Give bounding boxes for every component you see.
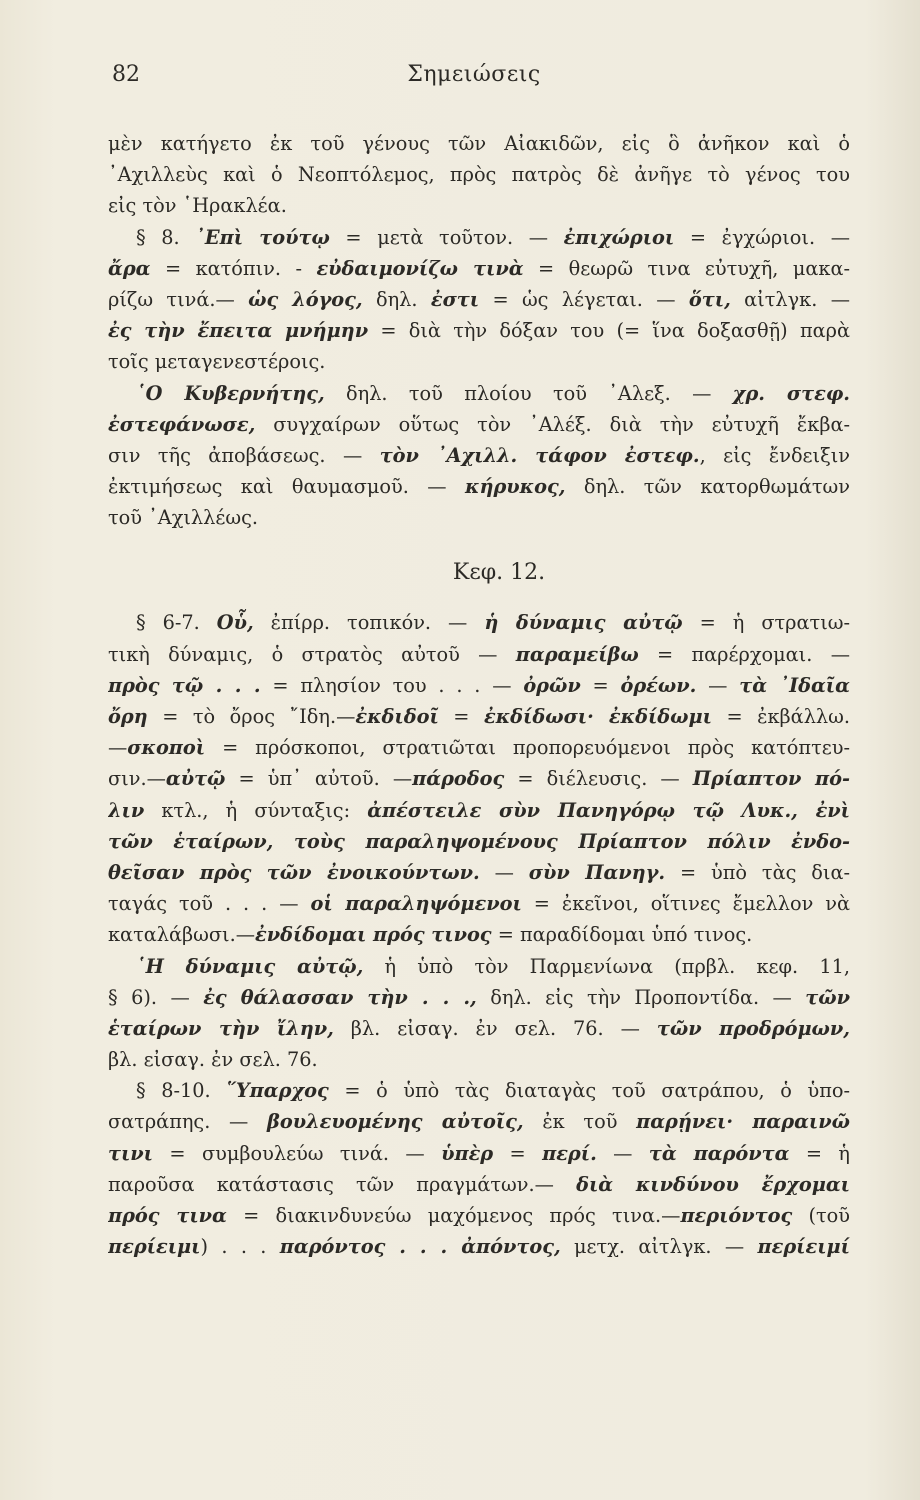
text-line — [108, 607, 850, 638]
term-bold-italic: ἐς θάλασσαν τὴν . . ., — [203, 985, 477, 1009]
term-bold-italic: εὐδαιμονίζω τινὰ — [316, 256, 524, 280]
text-line — [108, 159, 850, 190]
term-bold-italic: παραμείβω — [515, 642, 639, 666]
term-bold-italic: ἡ δύναμις αὐτῷ — [484, 611, 683, 635]
text-line — [108, 190, 850, 221]
text-segment: = παραδίδομαι ὑπό τινος. — [491, 923, 753, 947]
text-segment: = — [438, 705, 484, 728]
term-bold-italic: ἐς τὴν ἔπειτα μνήμην — [108, 319, 369, 343]
text-line — [108, 763, 850, 794]
text-line — [108, 1200, 850, 1231]
text-segment: συγχαίρων οὕτως τὸν ᾿Αλέξ. διὰ τὴν εὐτυχῆ ἔκβα- — [255, 412, 850, 436]
text-segment: ἐπίρρ. τοπικόν. — — [253, 611, 485, 635]
term-bold-italic: διὰ κινδύνου ἔρχομαι — [576, 1172, 850, 1196]
term-bold-italic: σκοποὶ — [127, 736, 206, 760]
text-segment: , εἰς ἔνδειξιν — [699, 443, 850, 467]
text-line — [108, 1169, 850, 1200]
term-bold-italic: ἐστι — [430, 287, 480, 311]
text-line — [108, 409, 850, 440]
term-bold-italic: τὰ ᾿Ιδαῖα — [739, 673, 850, 697]
text-segment: § 8-10. — [136, 1079, 227, 1103]
text-segment: βλ. εἰσαγ. ἐν σελ. 76. — [108, 1048, 318, 1072]
text-line — [108, 502, 850, 533]
text-line — [108, 284, 850, 315]
term-bold-italic: ἐπιχώριοι — [563, 225, 675, 249]
term-bold-italic: περίειμι — [108, 1235, 201, 1259]
term-bold-italic: πρός τινα — [108, 1204, 227, 1227]
text-line — [108, 1013, 850, 1044]
term-bold-italic: ὀρέων. — [620, 673, 697, 697]
text-line — [108, 1231, 850, 1262]
text-line — [108, 471, 850, 502]
text-segment: (τοῦ — [792, 1204, 850, 1227]
text-segment: Κεφ. 12. — [452, 560, 546, 586]
term-bold-italic: τῶν ἑταίρων, τοὺς παραληψομένους Πρίαπτον πόλιν ἐνδο- — [108, 829, 850, 853]
term-bold-italic: λιν — [108, 798, 145, 822]
term-bold-italic: ῞Υπαρχος — [226, 1079, 329, 1103]
term-bold-italic: ὡς λόγος, — [248, 287, 363, 311]
term-bold-italic: Πρίαπτον πό- — [692, 767, 850, 791]
text-line — [108, 1044, 850, 1075]
text-segment: αἰτλγκ. — — [730, 287, 850, 311]
text-line — [108, 888, 850, 919]
term-bold-italic: ἐστεφάνωσε, — [108, 412, 256, 436]
term-bold-italic: παρόντος . . . ἀπόντος, — [279, 1235, 561, 1259]
term-bold-italic: ἄρα — [108, 256, 151, 280]
term-bold-italic: ὑπὲρ — [441, 1141, 494, 1165]
text-segment: ) . . . — [200, 1235, 280, 1259]
term-bold-italic: περίειμί — [757, 1235, 850, 1259]
text-line — [108, 639, 850, 670]
term-bold-italic: ὀρῶν — [523, 673, 581, 697]
text-line — [108, 1138, 850, 1169]
term-bold-italic: παρῄνει· παραινῶ — [636, 1110, 850, 1134]
text-segment: σιν.— — [108, 767, 166, 791]
term-bold-italic: πρὸς τῷ . . . — [108, 673, 261, 697]
text-segment: = συμβουλεύω τινά. — — [153, 1141, 442, 1165]
text-segment: δηλ. — [362, 287, 431, 311]
text-line — [108, 378, 850, 409]
text-segment: βλ. εἰσαγ. ἐν σελ. 76. — — [333, 1016, 657, 1040]
text-segment: = ὁ ὑπὸ τὰς διαταγὰς τοῦ σατράπου, ὁ ὑπο- — [328, 1079, 850, 1103]
text-segment: § 8. — [136, 225, 196, 249]
term-bold-italic: πάροδος — [412, 767, 505, 791]
text-line — [108, 346, 850, 377]
text-line — [108, 222, 850, 253]
term-bold-italic: ῾Ο Κυβερνήτης, — [136, 381, 325, 405]
term-bold-italic: Οὗ, — [216, 611, 254, 635]
text-segment: = πλησίον του . . . — — [260, 673, 524, 697]
text-segment: μὲν κατήγετο ἐκ τοῦ γένους τῶν Αἰακιδῶν, εἰς ὃ ἀνῆκον καὶ ὁ — [108, 132, 850, 155]
text-segment: = κατόπιν. - — [150, 256, 317, 280]
text-segment: τοῖς μεταγενεστέροις. — [108, 350, 326, 374]
text-segment: = — [493, 1141, 543, 1165]
text-segment: = διὰ τὴν δόξαν του (= ἵνα δοξασθῇ) παρὰ — [368, 319, 850, 343]
chapter-heading — [108, 533, 850, 607]
text-segment: — — [108, 736, 128, 760]
term-bold-italic: ὅτι, — [688, 287, 731, 311]
text-line — [108, 919, 850, 950]
term-bold-italic: τῶν — [805, 985, 850, 1009]
text-line — [108, 670, 850, 701]
text-segment: = ἐκεῖνοι, οἵτινες ἔμελλον νὰ — [521, 892, 850, 916]
term-bold-italic: ὄρη — [108, 705, 148, 728]
text-segment: σατράπης. — — [108, 1110, 268, 1134]
text-segment: δηλ. τοῦ πλοίου τοῦ ᾿Αλεξ. — — [324, 381, 733, 405]
text-segment: = τὸ ὄρος ῎Ιδη.— — [147, 705, 356, 728]
text-segment: — — [479, 860, 529, 884]
running-title: Σημειώσεις — [407, 62, 541, 87]
text-segment: = ἐγχώριοι. — — [674, 225, 850, 249]
text-segment: = — [580, 673, 621, 697]
text-line — [108, 128, 850, 159]
text-segment: ταγάς τοῦ . . . — — [108, 892, 311, 916]
term-bold-italic: ῾Η δύναμις αὐτῷ, — [136, 954, 364, 978]
term-bold-italic: ἀπέστειλε σὺν Πανηγόρῳ τῷ Λυκ., ἐνὶ — [367, 798, 850, 822]
term-bold-italic: ἑταίρων τὴν ἴλην, — [108, 1016, 334, 1040]
term-bold-italic: χρ. στεφ. — [732, 381, 850, 405]
text-segment: καταλάβωσι.— — [108, 923, 256, 947]
text-segment: § 6). — — [108, 985, 204, 1009]
text-line — [108, 732, 850, 763]
text-segment: = διακινδυνεύω μαχόμενος πρός τινα.— — [226, 1204, 681, 1227]
text-line — [108, 951, 850, 982]
term-bold-italic: ἐκδίδωσι· ἐκδίδωμι — [483, 705, 712, 728]
text-segment: = παρέρχομαι. — — [638, 642, 850, 666]
term-bold-italic: αὐτῷ — [165, 767, 226, 791]
text-segment: — — [696, 673, 740, 697]
text-line — [108, 315, 850, 346]
text-segment: δηλ. εἰς τὴν Προποντίδα. — — [476, 985, 806, 1009]
notes-body — [108, 128, 850, 1262]
term-bold-italic: τὸν ᾿Αχιλλ. τάφον ἐστεφ. — [379, 443, 700, 467]
text-line — [108, 795, 850, 826]
text-segment: κτλ., ἡ σύνταξις: — [144, 798, 368, 822]
text-line — [108, 1106, 850, 1137]
text-segment: = ὡς λέγεται. — — [479, 287, 689, 311]
term-bold-italic: περί. — [542, 1141, 597, 1165]
text-segment: τοῦ ᾿Αχιλλέως. — [108, 506, 259, 530]
text-segment: παροῦσα κατάστασις τῶν πραγμάτων.— — [108, 1172, 577, 1196]
term-bold-italic: τῶν προδρόμων, — [656, 1016, 850, 1040]
text-segment: = μετὰ τοῦτον. — — [329, 225, 564, 249]
text-segment: = ἡ — [789, 1141, 850, 1165]
text-segment: = θεωρῶ τινα εὐτυχῆ, μακα- — [523, 256, 850, 280]
text-segment: ἐκτιμήσεως καὶ θαυμασμοῦ. — — [108, 475, 466, 499]
text-segment: = ὑπ᾿ αὐτοῦ. — — [225, 767, 413, 791]
text-segment: εἰς τὸν ῾Ηρακλέα. — [108, 194, 287, 218]
term-bold-italic: βουλευομένης αὐτοῖς, — [267, 1110, 524, 1134]
page-header — [108, 62, 840, 96]
text-line — [108, 701, 850, 732]
term-bold-italic: ἐκδιδοῖ — [355, 705, 439, 728]
text-segment: = ἐκβάλλω. — [711, 705, 850, 728]
term-bold-italic: τὰ παρόντα — [648, 1141, 790, 1165]
term-bold-italic: ᾿Επὶ τούτῳ — [195, 225, 330, 249]
text-segment: = πρόσκοποι, στρατιῶται προπορευόμενοι πρὸς κατόπτευ- — [205, 736, 850, 760]
term-bold-italic: τινι — [108, 1141, 154, 1165]
term-bold-italic: κήρυκος, — [465, 475, 566, 499]
text-segment: = διέλευσις. — — [504, 767, 693, 791]
text-segment: μετχ. αἰτλγκ. — — [560, 1235, 758, 1259]
text-segment: § 6-7. — [136, 611, 217, 635]
text-segment: ἡ ὑπὸ τὸν Παρμενίωνα (πρβλ. κεφ. 11, — [363, 954, 850, 978]
text-segment: = ἡ στρατιω- — [682, 611, 850, 635]
page-number: 82 — [112, 62, 140, 87]
text-line — [108, 982, 850, 1013]
text-segment: = ὑπὸ τὰς δια- — [665, 860, 850, 884]
text-segment: ᾿Αχιλλεὺς καὶ ὁ Νεοπτόλεμος, πρὸς πατρὸς δὲ ἀνῆγε τὸ γένος του — [108, 163, 850, 187]
text-line — [108, 857, 850, 888]
text-line — [108, 826, 850, 857]
text-line — [108, 440, 850, 471]
text-segment: τικὴ δύναμις, ὁ στρατὸς αὐτοῦ — — [108, 642, 516, 666]
term-bold-italic: περιόντος — [680, 1204, 793, 1227]
text-segment: ἐκ τοῦ — [523, 1110, 637, 1134]
text-segment: σιν τῆς ἀποβάσεως. — — [108, 443, 380, 467]
text-segment: ρίζω τινά.— — [108, 287, 249, 311]
term-bold-italic: θεῖσαν πρὸς τῶν ἐνοικούντων. — [108, 860, 480, 884]
term-bold-italic: σὺν Πανηγ. — [528, 860, 666, 884]
term-bold-italic: οἱ παραληψόμενοι — [310, 892, 522, 916]
text-segment: δηλ. τῶν κατορθωμάτων — [565, 475, 850, 499]
text-line — [108, 253, 850, 284]
text-segment: — — [596, 1141, 649, 1165]
term-bold-italic: ἐνδίδομαι πρός τινος — [255, 923, 492, 947]
text-line — [108, 1075, 850, 1106]
